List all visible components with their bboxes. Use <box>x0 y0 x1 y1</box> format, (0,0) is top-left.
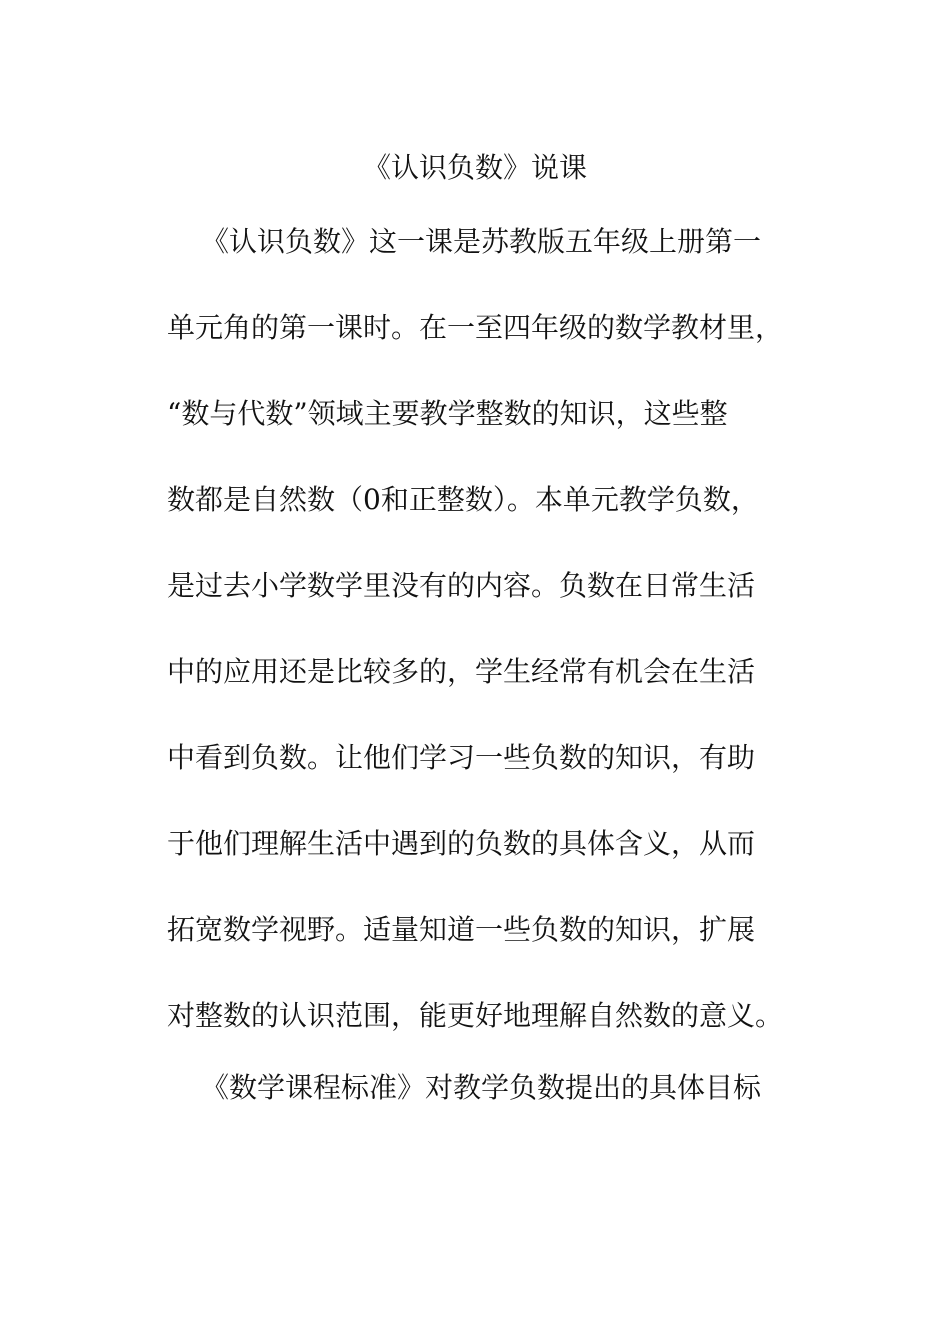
paragraph-line-1: 《认识负数》这一课是苏教版五年级上册第一 <box>201 225 762 258</box>
paragraph-line-6: 中的应用还是比较多的，学生经常有机会在生活 <box>167 655 756 688</box>
paragraph-line-5: 是过去小学数学里没有的内容。负数在日常生活 <box>167 569 756 602</box>
paragraph-line-9: 拓宽数学视野。适量知道一些负数的知识，扩展 <box>167 913 756 946</box>
paragraph-line-11: 《数学课程标准》对教学负数提出的具体目标 <box>201 1071 762 1104</box>
document-title: 《认识负数》说课 <box>362 151 587 184</box>
paragraph-line-10: 对整数的认识范围，能更好地理解自然数的意义。 <box>167 999 784 1032</box>
paragraph-line-4: 数都是自然数（0和正整数）。本单元教学负数， <box>167 483 759 516</box>
paragraph-line-3: “数与代数”领域主要教学整数的知识，这些整 <box>167 397 728 430</box>
paragraph-line-7: 中看到负数。让他们学习一些负数的知识，有助 <box>167 741 756 774</box>
paragraph-line-2: 单元角的第一课时。在一至四年级的数学教材里， <box>167 311 784 344</box>
paragraph-line-8: 于他们理解生活中遇到的负数的具体含义，从而 <box>167 827 756 860</box>
